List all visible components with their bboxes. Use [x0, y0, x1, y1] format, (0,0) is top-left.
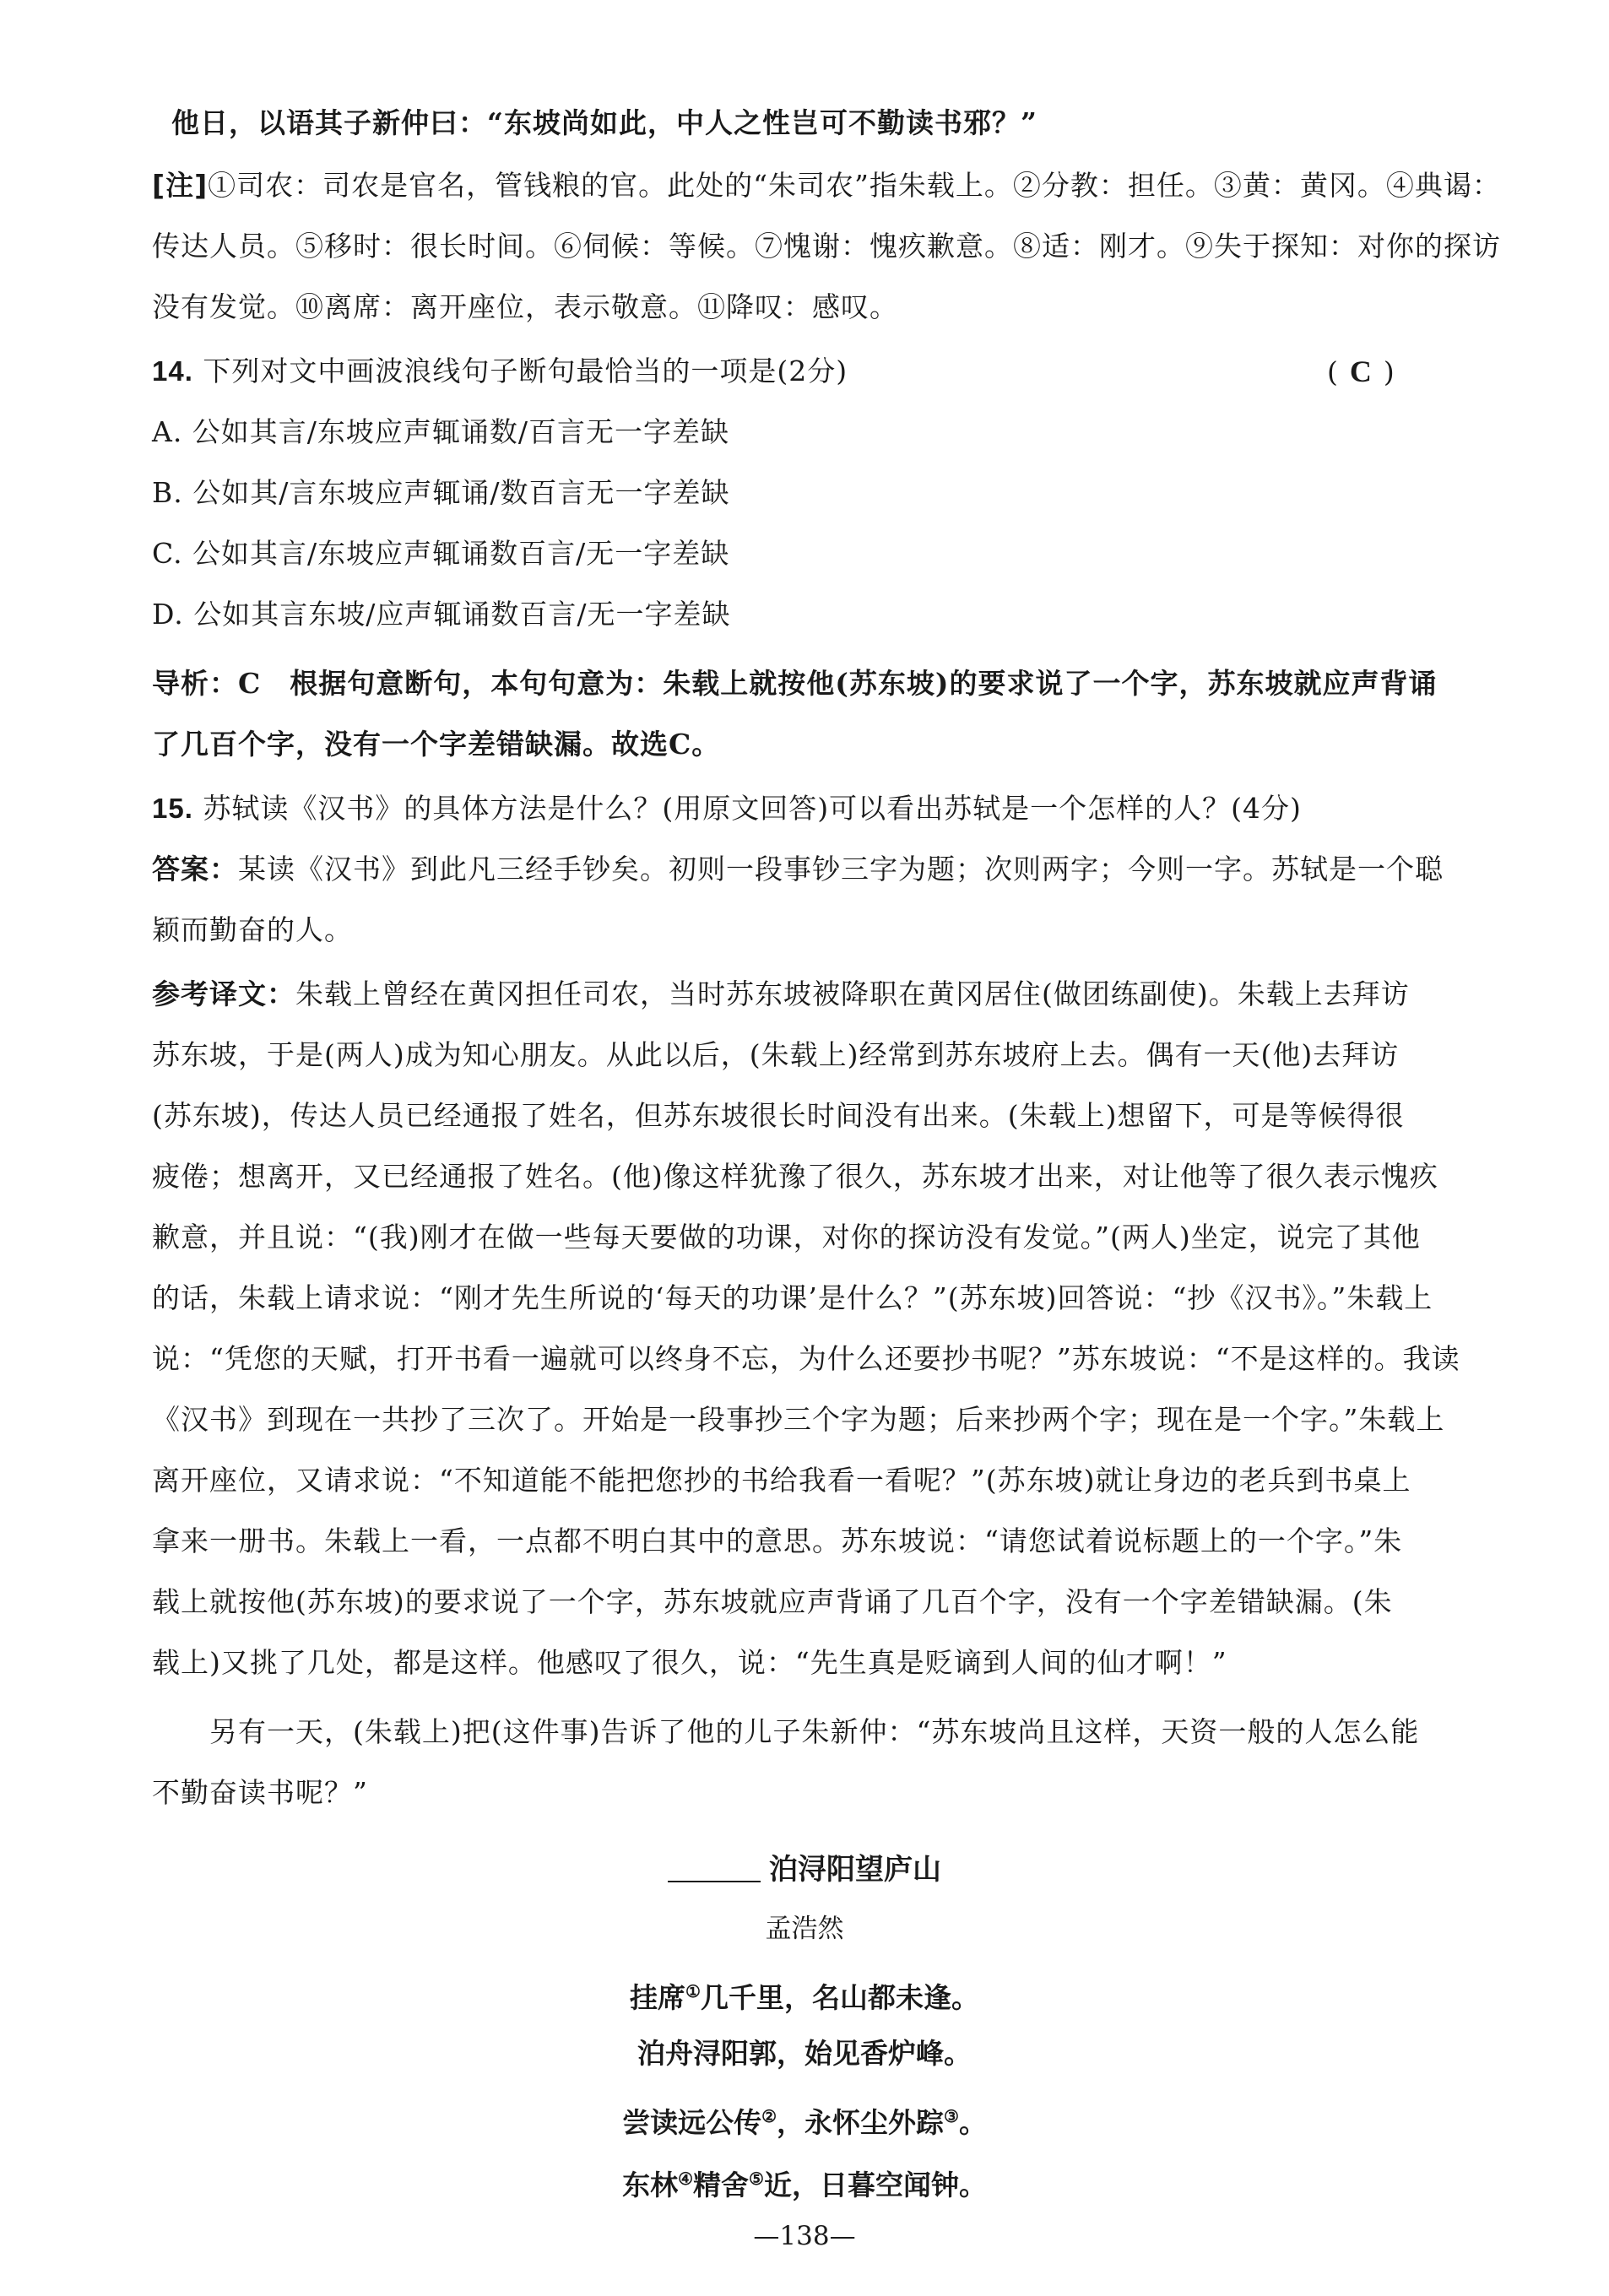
notes-line-2: 传达人员。⑤移时：很长时间。⑥伺候：等候。⑦愧谢：愧疚歉意。⑧适：刚才。⑨失于探知：对你的探访: [152, 230, 1501, 263]
question-number: 15.: [152, 793, 193, 824]
translation-line: 苏东坡，于是(两人)成为知心朋友。从此以后，(朱载上)经常到苏东坡府上去。偶有一天(他)去拜访: [152, 1038, 1400, 1071]
poem-author: 孟浩然: [765, 1914, 844, 1944]
answer-line-1: 答案：某读《汉书》到此凡三经手钞矣。初则一段事钞三字为题；次则两字；今则一字。苏轼是一个聪: [152, 853, 1444, 885]
question-text: 苏轼读《汉书》的具体方法是什么？(用原文回答)可以看出苏轼是一个怎样的人？(4分): [203, 792, 1302, 825]
option-b: B. 公如其/言东坡应声辄诵/数百言无一字差缺: [152, 476, 730, 509]
poem-line-4: 东林④精舍⑤近，日暮空闻钟。: [622, 2169, 987, 2201]
translation-line: 的话，朱载上请求说：“刚才先生所说的‘每天的功课’是什么？”(苏东坡)回答说：“抄《汉书》。”朱载上: [152, 1281, 1433, 1314]
translation-line: 载上就按他(苏东坡)的要求说了一个字，苏东坡就应声背诵了几百个字，没有一个字差错缺漏。(朱: [152, 1585, 1393, 1618]
answer-line-2: 颖而勤奋的人。: [152, 913, 353, 946]
answer-letter: C: [1349, 355, 1372, 388]
translation-line: 《汉书》到现在一共抄了三次了。开始是一段事抄三个字为题；后来抄两个字；现在是一个字。”朱载上: [152, 1403, 1445, 1436]
answer-label: 答案：: [152, 853, 238, 885]
translation-line: 歉意，并且说：“(我)刚才在做一些每天要做的功课，对你的探访没有发觉。”(两人)坐定，说完了其他: [152, 1221, 1421, 1254]
option-c: C. 公如其言/东坡应声辄诵数百言/无一字差缺: [152, 537, 730, 570]
poem-title: 泊浔阳望庐山: [0, 1850, 1609, 1889]
translation-line: 拿来一册书。朱载上一看，一点都不明白其中的意思。苏东坡说：“请您试着说标题上的一个字。”朱: [152, 1524, 1403, 1557]
translation-line: 离开座位，又请求说：“不知道能不能把您抄的书给我看一看呢？”(苏东坡)就让身边的老兵到书桌上: [152, 1464, 1411, 1497]
translation-line-1: 参考译文：朱载上曾经在黄冈担任司农，当时苏东坡被降职在黄冈居住(做团练副使)。朱载上去拜访: [152, 977, 1410, 1010]
analysis-label: 导析：: [152, 667, 238, 700]
analysis-line-1: 导析：C 根据句意断句，本句句意为：朱载上就按他(苏东坡)的要求说了一个字，苏东坡就应声背诵: [152, 667, 1438, 700]
question-14: [152, 353, 848, 390]
translation-line: 载上)又挑了几处，都是这样。他感叹了很久，说：“先生真是贬谪到人间的仙才啊！”: [152, 1646, 1227, 1679]
translation-line: (苏东坡)，传达人员已经通报了姓名，但苏东坡很长时间没有出来。(朱载上)想留下，可是等候得很: [152, 1099, 1405, 1132]
poem-line-2: 泊舟浔阳郭，始见香炉峰。: [637, 2037, 972, 2070]
option-d: D. 公如其言东坡/应声辄诵数百言/无一字差缺: [152, 598, 731, 631]
translation-line: 疲倦；想离开，又已经通报了姓名。(他)像这样犹豫了很久，苏东坡才出来，对让他等了很久表示愧疚: [152, 1160, 1438, 1193]
notes-line-3: 没有发觉。⑩离席：离开座位，表示敬意。⑪降叹：感叹。: [152, 290, 898, 323]
question-number: 14.: [152, 355, 193, 387]
translation-para2-line-1: 另有一天，(朱载上)把(这件事)告诉了他的儿子朱新仲：“苏东坡尚且这样，天资一般的人怎么能: [209, 1715, 1420, 1748]
notes-label: [注]: [152, 169, 209, 202]
question-text: 下列对文中画波浪线句子断句最恰当的一项是(2分): [203, 355, 848, 387]
option-a: A. 公如其言/东坡应声辄诵数/百言无一字差缺: [152, 415, 730, 448]
translation-label: 参考译文：: [152, 977, 295, 1010]
poem-line-1: 挂席①几千里，名山都未逢。: [630, 1981, 979, 2014]
answer-bracket: ( C ): [1327, 355, 1395, 388]
notes-line-1: [注]①司农：司农是官名，管钱粮的官。此处的“朱司农”指朱载上。②分教：担任。③黄：黄冈。④典谒：: [152, 169, 1501, 202]
poem-line-3: 尝读远公传②，永怀尘外踪③。: [622, 2106, 987, 2139]
translation-para2-line-2: 不勤奋读书呢？”: [152, 1776, 368, 1809]
page-number: —138—: [753, 2221, 856, 2251]
translation-line: 说：“凭您的天赋，打开书看一遍就可以终身不忘，为什么还要抄书呢？”苏东坡说：“不是这样的。我读: [152, 1342, 1460, 1375]
question-15: [152, 790, 1302, 827]
title-blank-line: [668, 1881, 761, 1882]
top-line: 他日，以语其子新仲曰：“东坡尚如此，中人之性岂可不勤读书邪？”: [171, 106, 1037, 139]
analysis-line-2: 了几百个字，没有一个字差错缺漏。故选C。: [152, 728, 721, 761]
